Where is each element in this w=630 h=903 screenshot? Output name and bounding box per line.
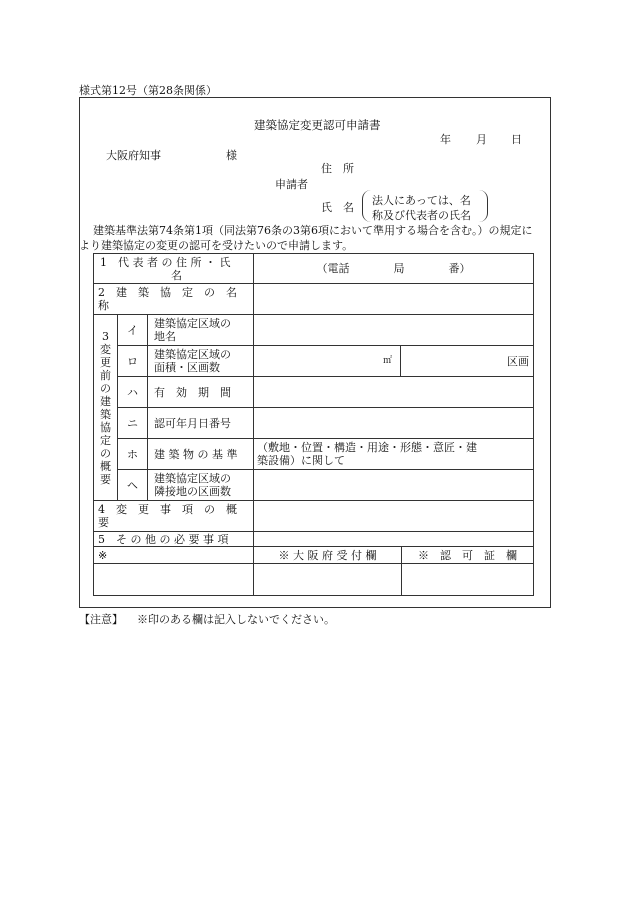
change-summary-label-line1: 4 変 更 事 項 の 概 [98, 503, 237, 516]
representative-label-line2: 名 [171, 268, 182, 282]
row-official-use-header [94, 547, 534, 564]
agreement-name-label-line1: 2 建 築 協 定 の 名 [98, 286, 237, 299]
change-summary-label-cell [94, 501, 254, 532]
corporate-note-line1: 法人にあっては、名 [372, 194, 471, 207]
applicant-label: 申請者 [275, 178, 308, 191]
pre-change-summary-label: 3 変 更 前 の 建 築 協 定 の 概 要 [94, 315, 118, 501]
item-mark-ha: ハ [118, 377, 148, 408]
official-use-body [254, 564, 534, 596]
building-standard-value-cell[interactable] [254, 439, 534, 470]
building-standard-items-line2: 築設備）に関して [257, 454, 345, 467]
row-validity [94, 377, 534, 408]
addressee-honorific: 様 [226, 149, 237, 162]
other-items-label: 5 そ の 他 の 必 要 事 項 [94, 532, 254, 547]
validity-value-cell[interactable] [254, 377, 534, 408]
applicant-name-label: 氏 名 [321, 201, 354, 214]
official-use-headers [254, 547, 534, 564]
addressee-name: 大阪府知事 [106, 149, 161, 162]
body-text-line1: 建築基準法第74条第1項（同法第76条の3第6項において準用する場合を含む。）の規定に [93, 224, 533, 237]
item-mark-ho: ホ [118, 439, 148, 470]
area-place-value-cell[interactable] [254, 315, 534, 346]
approval-certificate-header: ※ 認 可 証 欄 [418, 548, 517, 562]
osaka-reception-field [254, 564, 402, 595]
approval-certificate-field [402, 564, 533, 595]
row-area-place [94, 315, 534, 346]
approval-number-label: 認可年月日番号 [148, 408, 254, 439]
agreement-name-label-line2: 称 [98, 299, 109, 312]
row-change-summary [94, 501, 534, 532]
body-text-line2: より建築協定の変更の認可を受けたいので申請します。 [79, 239, 354, 252]
item-mark-he: ヘ [118, 470, 148, 501]
row-other-items [94, 532, 534, 547]
date-year-label: 年 [440, 133, 451, 146]
validity-label: 有 効 期 間 [148, 377, 254, 408]
osaka-reception-header: ※ 大 阪 府 受 付 欄 [254, 547, 402, 563]
lot-count-value-cell[interactable] [401, 346, 534, 377]
corporate-note-line2: 称及び代表者の氏名 [372, 209, 471, 222]
note-label: 【注意】 [79, 613, 123, 626]
square-meter-unit: ㎡ [382, 355, 392, 366]
date-day-label: 日 [511, 133, 522, 146]
lot-unit: 区画 [507, 354, 529, 368]
note-text: ※印のある欄は記入しないでください。 [137, 613, 335, 626]
representative-label-line1: 1 代 表 者 の 住 所 ・ 氏 [100, 255, 231, 269]
row-area-size [94, 346, 534, 377]
representative-value-cell[interactable] [254, 254, 534, 284]
agreement-name-label-cell [94, 284, 254, 315]
approval-number-value-cell[interactable] [254, 408, 534, 439]
area-size-value-cell[interactable] [254, 346, 401, 377]
applicant-address-label: 住 所 [321, 162, 354, 175]
date-month-label: 月 [476, 133, 487, 146]
row-building-standard [94, 439, 534, 470]
adjacent-lots-label: 建築協定区域の 隣接地の区画数 [148, 470, 254, 501]
other-items-value-cell[interactable] [254, 532, 534, 547]
phone-number-template: （電話 局 番） [316, 262, 471, 275]
row-agreement-name [94, 284, 534, 315]
area-size-label: 建築協定区域の 面積・区画数 [148, 346, 254, 377]
official-use-blank [94, 564, 254, 596]
representative-label-cell [94, 254, 254, 284]
application-table [93, 253, 534, 596]
agreement-name-value-cell[interactable] [254, 284, 534, 315]
area-place-label: 建築協定区域の 地名 [148, 315, 254, 346]
row-representative [94, 254, 534, 284]
change-summary-value-cell[interactable] [254, 501, 534, 532]
item-mark-i: イ [118, 315, 148, 346]
row-official-use-body [94, 564, 534, 596]
form-number: 様式第12号（第28条関係） [79, 84, 217, 97]
change-summary-label-line2: 要 [98, 516, 109, 529]
building-standard-items-line1: （敷地・位置・構造・用途・形態・意匠・建 [257, 441, 477, 454]
adjacent-lots-value-cell[interactable] [254, 470, 534, 501]
item-mark-ni: ニ [118, 408, 148, 439]
row-approval-number [94, 408, 534, 439]
building-standard-label: 建 築 物 の 基 準 [148, 439, 254, 470]
item-mark-ro: ロ [118, 346, 148, 377]
official-use-mark: ※ [94, 547, 254, 564]
row-adjacent-lots [94, 470, 534, 501]
form-title: 建築協定変更認可申請書 [254, 118, 381, 132]
